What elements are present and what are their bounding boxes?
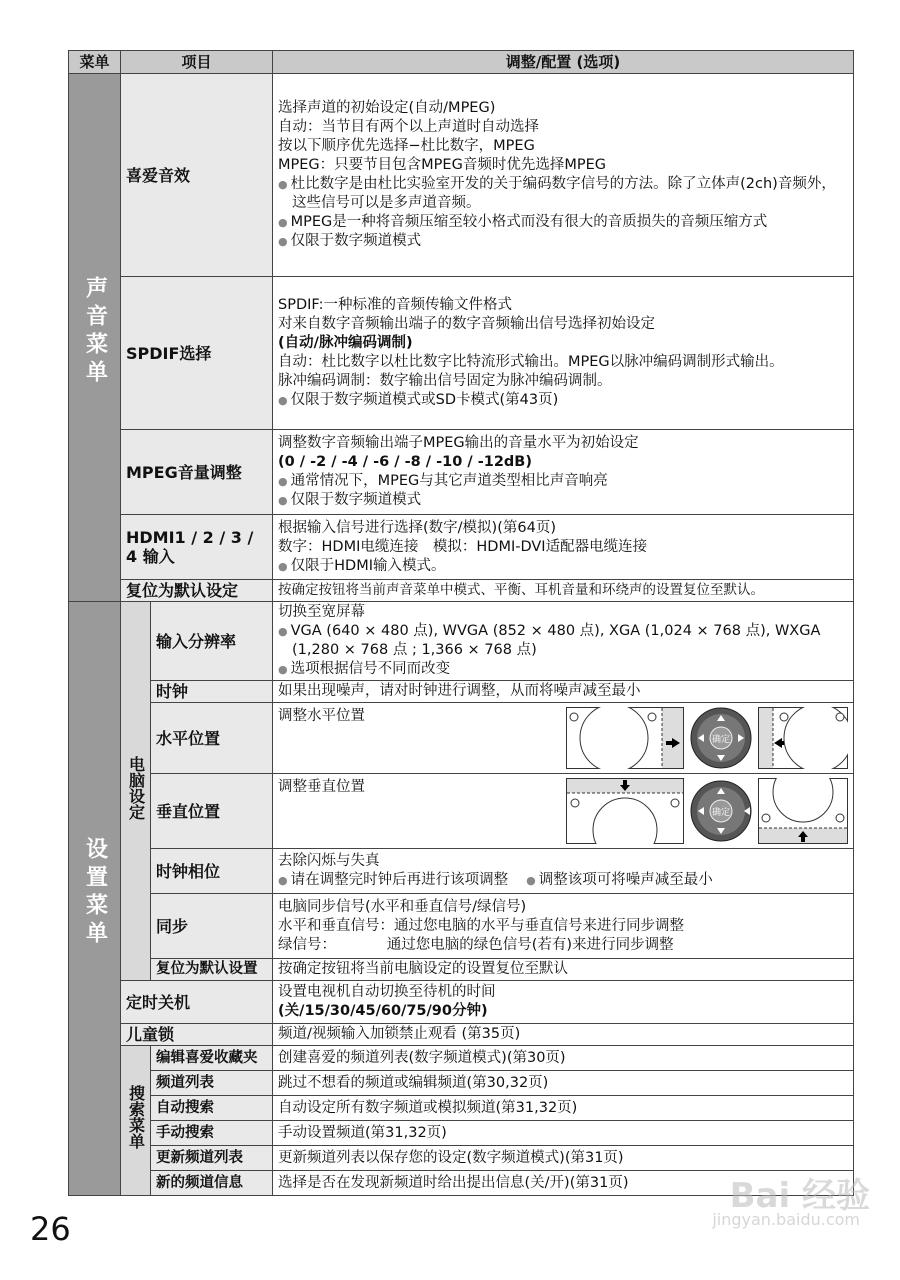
- h-pos-text: 调整水平位置: [278, 708, 366, 724]
- bullet: ● 通常情况下，MPEG与其它声道类型相比声音响亮: [278, 472, 848, 491]
- desc-child-lock: 频道/视频输入加锁禁止观看 (第35页): [273, 1024, 854, 1046]
- line: MPEG：只要节目包含MPEG音频时优先选择MPEG: [278, 157, 606, 173]
- item-clock: 时钟: [151, 681, 273, 703]
- sound-menu-label: 声音菜单: [69, 74, 121, 602]
- item-mpeg-vol: MPEG音量调整: [121, 430, 273, 515]
- row-search-0: [69, 1046, 854, 1071]
- header-menu: 菜单: [69, 51, 121, 74]
- row-search-4: [69, 1146, 854, 1171]
- item-clock-phase: 时钟相位: [151, 849, 273, 894]
- row-h-pos: [69, 703, 854, 774]
- item-h-pos: 水平位置: [151, 703, 273, 774]
- line: 自动：杜比数字以杜比数字比特流形式输出。MPEG以脉冲编码调制形式输出。: [278, 354, 784, 370]
- desc-off-timer: [273, 981, 854, 1024]
- item-pc-reset: 复位为默认设置: [151, 959, 273, 981]
- line: (自动/脉冲编码调制): [278, 335, 413, 351]
- bullet: ● VGA (640 × 480 点), WVGA (852 × 480 点), XGA (1,024 × 768 点), WXGA (1,280 × 768 点 ; 1,366 × 768 点): [278, 622, 848, 660]
- item-search: 自动搜索: [151, 1096, 273, 1121]
- line: 数字：HDMI电缆连接 模拟：HDMI-DVI适配器电缆连接: [278, 538, 648, 555]
- line: (0 / -2 / -4 / -6 / -8 / -10 / -12dB): [278, 454, 532, 470]
- item-search: 更新频道列表: [151, 1146, 273, 1171]
- line: 自动：当节目有两个以上声道时自动选择: [278, 119, 540, 135]
- bullet: ● 仅限于数字频道模式或SD卡模式(第43页): [278, 391, 848, 410]
- row-clock: [69, 681, 854, 703]
- line: 脉冲编码调制：数字输出信号固定为脉冲编码调制。: [278, 373, 612, 389]
- desc-fav-audio: [273, 74, 854, 277]
- row-clock-phase: [69, 849, 854, 894]
- desc-search: 选择是否在发现新频道时给出提出信息(关/开)(第31页): [273, 1171, 854, 1196]
- bullet: ● MPEG是一种将音频压缩至较小格式而没有很大的音质损失的音频压缩方式: [278, 213, 848, 232]
- item-child-lock: 儿童锁: [121, 1024, 273, 1046]
- item-v-pos: 垂直位置: [151, 774, 273, 849]
- h-pos-diagram: [566, 707, 848, 769]
- item-search: 新的频道信息: [151, 1171, 273, 1196]
- v-pos-diagram: [566, 778, 848, 844]
- bullet: ● 杜比数字是由杜比实验室开发的关于编码数字信号的方法。除了立体声(2ch)音频外，这些信号可以是多声道音频。: [278, 175, 848, 213]
- row-v-pos: [69, 774, 854, 849]
- page-number: 26: [30, 1210, 71, 1248]
- desc-search: 更新频道列表以保存您的设定(数字频道模式)(第31页): [273, 1146, 854, 1171]
- bullet: ● 仅限于数字频道模式: [278, 232, 848, 251]
- item-spdif: SPDIF选择: [121, 277, 273, 430]
- remote-dpad-icon: [690, 707, 752, 769]
- line: 切换至宽屏幕: [278, 604, 366, 620]
- bullet: ● 调整该项可将噪声减至最小: [526, 871, 713, 890]
- row-spdif: [69, 277, 854, 430]
- svg-text:确定: 确定: [711, 735, 731, 745]
- item-fav-audio: 喜爱音效: [121, 74, 273, 277]
- settings-table: [68, 50, 854, 1196]
- v-pos-text: 调整垂直位置: [278, 779, 366, 795]
- item-sync: 同步: [151, 894, 273, 959]
- item-search: 编辑喜爱收藏夹: [151, 1046, 273, 1071]
- item-search: 手动搜索: [151, 1121, 273, 1146]
- desc-clock: 如果出现噪声，请对时钟进行调整，从而将噪声减至最小: [273, 681, 854, 703]
- row-off-timer: [69, 981, 854, 1024]
- line: 调整数字音频输出端子MPEG输出的音量水平为初始设定: [278, 435, 639, 451]
- line: (关/15/30/45/60/75/90分钟): [278, 1003, 488, 1019]
- line: 设置电视机自动切换至待机的时间: [278, 984, 496, 1000]
- desc-hdmi: [273, 515, 854, 580]
- desc-h-pos: [273, 703, 854, 774]
- desc-search: 创建喜爱的频道列表(数字频道模式)(第30页): [273, 1046, 854, 1071]
- item-hdmi: HDMI1 / 2 / 3 / 4 输入: [121, 515, 273, 580]
- line: SPDIF:一种标准的音频传输文件格式: [278, 297, 513, 313]
- bullet: ● 请在调整完时钟后再进行该项调整: [278, 871, 508, 890]
- line: 按以下顺序优先选择−杜比数字，MPEG: [278, 138, 535, 154]
- line: 对来自数字音频输出端子的数字音频输出信号选择初始设定: [278, 316, 656, 332]
- row-fav-audio: [69, 74, 854, 277]
- desc-clock-phase: [273, 849, 854, 894]
- row-sound-reset: [69, 580, 854, 602]
- line: 选择声道的初始设定(自动/MPEG): [278, 100, 496, 116]
- screen-top-icon: [566, 778, 684, 844]
- row-child-lock: [69, 1024, 854, 1046]
- setup-menu-label: 设置菜单: [69, 602, 121, 1196]
- row-pc-reset: [69, 959, 854, 981]
- desc-v-pos: [273, 774, 854, 849]
- desc-input-res: [273, 602, 854, 681]
- desc-pc-reset: 按确定按钮将当前电脑设定的设置复位至默认: [273, 959, 854, 981]
- row-input-res: [69, 602, 854, 681]
- watermark-logo: Bai 经验: [729, 1176, 870, 1216]
- header-item: 项目: [121, 51, 273, 74]
- row-hdmi: [69, 515, 854, 580]
- desc-search: 手动设置频道(第31,32页): [273, 1121, 854, 1146]
- row-search-3: [69, 1121, 854, 1146]
- line: 根据输入信号进行选择(数字/模拟)(第64页): [278, 519, 556, 536]
- item-input-res: 输入分辨率: [151, 602, 273, 681]
- row-search-1: [69, 1071, 854, 1096]
- screen-bottom-icon: [758, 778, 848, 844]
- desc-sync: [273, 894, 854, 959]
- desc-search: 自动设定所有数字频道或模拟频道(第31,32页): [273, 1096, 854, 1121]
- search-menu-label: 搜索菜单: [121, 1046, 151, 1196]
- row-search-2: [69, 1096, 854, 1121]
- header-adjust: 调整/配置 (选项): [273, 51, 854, 74]
- bullet: ● 仅限于HDMI输入模式。: [278, 557, 848, 576]
- remote-dpad-icon: [690, 780, 752, 842]
- row-sync: [69, 894, 854, 959]
- item-sound-reset: 复位为默认设定: [121, 580, 273, 602]
- line: 水平和垂直信号：通过您电脑的水平与垂直信号来进行同步调整: [278, 917, 685, 934]
- screen-right-icon: [758, 707, 848, 769]
- item-off-timer: 定时关机: [121, 981, 273, 1024]
- line: 绿信号： 通过您电脑的绿色信号(若有)来进行同步调整: [278, 936, 674, 953]
- bullet: ● 选项根据信号不同而改变: [278, 660, 848, 679]
- pc-settings-label: 电脑设定: [121, 602, 151, 981]
- item-search: 频道列表: [151, 1071, 273, 1096]
- line: 电脑同步信号(水平和垂直信号/绿信号): [278, 898, 527, 915]
- row-mpeg-vol: [69, 430, 854, 515]
- desc-search: 跳过不想看的频道或编辑频道(第30,32页): [273, 1071, 854, 1096]
- watermark-url: jingyan.baidu.com: [712, 1210, 860, 1229]
- desc-mpeg-vol: [273, 430, 854, 515]
- desc-sound-reset: 按确定按钮将当前声音菜单中模式、平衡、耳机音量和环绕声的设置复位至默认。: [273, 580, 854, 602]
- line: 去除闪烁与失真: [278, 853, 380, 869]
- header-row: [69, 51, 854, 74]
- screen-left-icon: [566, 707, 684, 769]
- desc-spdif: [273, 277, 854, 430]
- svg-text:确定: 确定: [711, 808, 731, 818]
- bullet: ● 仅限于数字频道模式: [278, 491, 848, 510]
